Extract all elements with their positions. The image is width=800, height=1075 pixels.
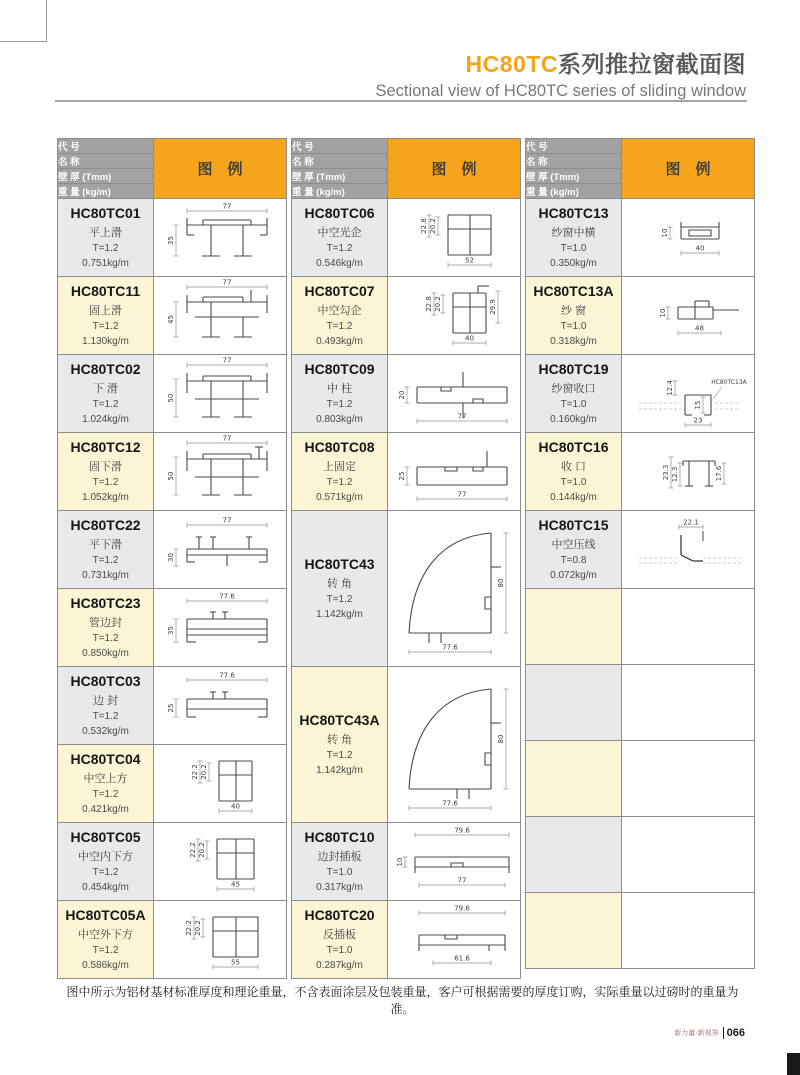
table-group-1 <box>57 138 287 979</box>
profile-label-cell <box>526 893 622 969</box>
profile-diagram-cell <box>388 277 521 355</box>
profile-label-cell <box>526 355 622 433</box>
profile-label-cell <box>58 199 154 277</box>
profile-name: 中空上方 <box>83 773 128 785</box>
profile-diagram-svg <box>389 667 520 817</box>
svg-text:10: 10 <box>660 228 669 238</box>
profile-name: 下 滑 <box>92 383 119 395</box>
profile-code: HC80TC12 <box>70 439 141 455</box>
svg-text:20.2: 20.2 <box>193 920 202 936</box>
profile-code: HC80TC19 <box>538 361 609 377</box>
svg-text:77: 77 <box>222 434 231 443</box>
profile-name: 边 封 <box>92 695 119 707</box>
profile-diagram-svg <box>389 355 520 427</box>
table-row <box>58 589 287 667</box>
table-row <box>58 355 287 433</box>
table-row <box>526 199 755 277</box>
profile-label-cell <box>526 199 622 277</box>
profile-weight: 0.144kg/m <box>550 492 597 503</box>
profile-thickness: T=1.2 <box>326 321 353 332</box>
profile-thickness: T=1.0 <box>326 867 353 878</box>
profile-label-cell <box>526 277 622 355</box>
profile-label-cell <box>292 433 388 511</box>
table-row <box>292 433 521 511</box>
svg-text:22.8: 22.8 <box>419 218 428 234</box>
profile-name: 中 柱 <box>326 383 353 395</box>
profile-name: 上固定 <box>323 461 356 473</box>
page-header <box>376 46 747 101</box>
title-series-code: HC80TC <box>465 51 558 77</box>
page-title <box>376 46 747 79</box>
profile-diagram-svg <box>155 511 286 583</box>
profile-diagram-cell <box>388 199 521 277</box>
profile-label-cell <box>292 199 388 277</box>
table-row <box>58 667 287 745</box>
svg-text:10: 10 <box>658 308 667 318</box>
profile-diagram-cell <box>154 277 287 355</box>
profile-code: HC80TC11 <box>70 283 141 299</box>
profile-code: HC80TC09 <box>304 361 375 377</box>
table-row <box>526 893 755 969</box>
column-header-3: 重 量 (kg/m) <box>292 184 388 199</box>
svg-text:20: 20 <box>397 390 406 400</box>
profile-diagram-cell <box>622 817 755 893</box>
svg-text:23.3: 23.3 <box>661 464 670 481</box>
table-row <box>58 823 287 901</box>
page-footer <box>674 1027 745 1039</box>
table-group-3 <box>525 138 755 979</box>
profile-diagram-cell <box>154 433 287 511</box>
profile-diagram-svg <box>155 277 286 349</box>
svg-text:10: 10 <box>395 857 404 867</box>
profile-code: HC80TC04 <box>70 751 141 767</box>
profile-weight: 0.751kg/m <box>82 258 129 269</box>
profile-diagram-cell <box>154 823 287 901</box>
svg-text:50: 50 <box>166 393 175 403</box>
profile-name: 纱窗收口 <box>551 383 596 395</box>
profile-diagram-cell <box>622 893 755 969</box>
profile-weight: 0.318kg/m <box>550 336 597 347</box>
svg-text:77: 77 <box>222 356 231 365</box>
profile-name: 平上滑 <box>89 227 122 239</box>
footer-brand: 新力量·新视界 <box>674 1030 719 1038</box>
profile-diagram-cell <box>154 199 287 277</box>
svg-text:50: 50 <box>166 471 175 481</box>
svg-text:77: 77 <box>457 412 466 421</box>
profile-weight: 1.142kg/m <box>316 609 363 620</box>
profile-thickness: T=1.2 <box>92 243 119 254</box>
svg-text:30: 30 <box>166 553 175 562</box>
profile-code: HC80TC15 <box>538 517 609 533</box>
profile-thickness: T=1.0 <box>560 243 587 254</box>
svg-text:45: 45 <box>230 880 240 889</box>
profile-label-cell <box>58 277 154 355</box>
profile-thickness: T=1.0 <box>560 321 587 332</box>
profile-diagram-cell <box>154 901 287 979</box>
profile-label-cell <box>58 823 154 901</box>
profile-weight: 0.586kg/m <box>82 960 129 971</box>
profile-name: 中空勾企 <box>317 305 362 317</box>
svg-text:40: 40 <box>230 802 240 811</box>
profile-diagram-cell <box>388 433 521 511</box>
profile-code: HC80TC43 <box>304 556 375 572</box>
profile-label-cell <box>58 433 154 511</box>
profile-diagram-cell <box>622 277 755 355</box>
table-row <box>58 433 287 511</box>
svg-text:80: 80 <box>496 734 505 744</box>
profile-code: HC80TC20 <box>304 907 375 923</box>
svg-text:25: 25 <box>397 471 406 481</box>
legend-header: 图 例 <box>154 139 287 199</box>
svg-text:23: 23 <box>693 416 702 425</box>
profile-label-cell <box>526 433 622 511</box>
svg-text:12.4: 12.4 <box>665 380 674 396</box>
column-header-2: 壁 厚 (Tmm) <box>292 169 388 184</box>
profile-diagram-cell <box>622 589 755 665</box>
svg-text:22.2: 22.2 <box>190 764 199 780</box>
table-row <box>526 817 755 893</box>
column-header-0: 代 号 <box>292 139 388 154</box>
column-header-3: 重 量 (kg/m) <box>58 184 154 199</box>
profile-thickness: T=1.0 <box>560 477 587 488</box>
svg-text:29.9: 29.9 <box>488 299 497 315</box>
table-row <box>292 823 521 901</box>
profile-diagram-svg <box>155 667 286 739</box>
profile-diagram-svg <box>623 355 754 427</box>
profile-label-cell <box>292 901 388 979</box>
profile-diagram-cell <box>622 433 755 511</box>
svg-text:77: 77 <box>457 876 466 885</box>
svg-text:52: 52 <box>464 256 474 265</box>
page-corner-mark <box>0 0 47 42</box>
profile-diagram-cell <box>154 667 287 745</box>
svg-text:45: 45 <box>166 315 175 324</box>
profile-label-cell <box>526 511 622 589</box>
profile-label-cell <box>58 511 154 589</box>
profile-diagram-svg <box>389 901 520 973</box>
profile-weight: 1.142kg/m <box>316 765 363 776</box>
svg-text:77: 77 <box>457 490 466 499</box>
table-row <box>526 589 755 665</box>
profile-table <box>525 138 755 969</box>
profile-thickness: T=1.2 <box>92 477 119 488</box>
profile-thickness: T=1.2 <box>326 477 353 488</box>
profile-thickness: T=1.2 <box>326 243 353 254</box>
profile-diagram-svg <box>155 901 286 973</box>
profile-thickness: T=1.2 <box>92 945 119 956</box>
profile-name: 转 角 <box>326 578 353 590</box>
profile-label-cell <box>58 355 154 433</box>
svg-text:22.2: 22.2 <box>188 842 197 858</box>
profile-weight: 0.493kg/m <box>316 336 363 347</box>
profile-thickness: T=1.2 <box>92 555 119 566</box>
profile-diagram-cell <box>388 667 521 823</box>
table-row <box>526 511 755 589</box>
svg-text:48: 48 <box>694 324 704 333</box>
profile-weight: 0.072kg/m <box>550 570 597 581</box>
profile-diagram-svg <box>155 823 286 895</box>
column-header-2: 壁 厚 (Tmm) <box>58 169 154 184</box>
profile-label-cell <box>526 741 622 817</box>
profile-label-cell <box>292 667 388 823</box>
profile-code: HC80TC10 <box>304 829 375 845</box>
svg-text:HC80TC13A: HC80TC13A <box>710 379 747 386</box>
profile-code: HC80TC13A <box>533 283 614 299</box>
profile-name: 中空压线 <box>551 539 596 551</box>
profile-code: HC80TC02 <box>70 361 141 377</box>
profile-weight: 1.024kg/m <box>82 414 129 425</box>
profile-code: HC80TC01 <box>70 205 141 221</box>
table-row <box>58 199 287 277</box>
table-row <box>292 277 521 355</box>
profile-weight: 0.287kg/m <box>316 960 363 971</box>
profile-name: 平下滑 <box>89 539 122 551</box>
svg-text:20.2: 20.2 <box>433 296 442 312</box>
profile-weight: 0.731kg/m <box>82 570 129 581</box>
profile-label-cell <box>526 589 622 665</box>
profile-diagram-cell <box>154 355 287 433</box>
profile-diagram-cell <box>622 665 755 741</box>
column-header-1: 名 称 <box>526 154 622 169</box>
svg-text:22.2: 22.2 <box>184 920 193 936</box>
column-header-2: 壁 厚 (Tmm) <box>526 169 622 184</box>
profile-diagram-cell <box>622 511 755 589</box>
profile-table <box>57 138 287 979</box>
profile-name: 收 口 <box>560 461 587 473</box>
profile-name: 管边封 <box>89 617 122 629</box>
profile-weight: 1.052kg/m <box>82 492 129 503</box>
table-row <box>526 355 755 433</box>
table-row <box>292 667 521 745</box>
svg-text:35: 35 <box>166 236 175 245</box>
svg-text:77.6: 77.6 <box>441 799 458 808</box>
svg-text:79.6: 79.6 <box>453 904 470 913</box>
profile-diagram-svg <box>155 355 286 427</box>
profile-weight: 0.160kg/m <box>550 414 597 425</box>
svg-text:77.6: 77.6 <box>441 643 458 652</box>
profile-label-cell <box>292 823 388 901</box>
profile-diagram-svg <box>389 199 520 271</box>
profile-code: HC80TC23 <box>70 595 141 611</box>
svg-text:22.8: 22.8 <box>424 296 433 312</box>
profile-code: HC80TC03 <box>70 673 141 689</box>
profile-weight: 1.130kg/m <box>82 336 129 347</box>
profile-diagram-svg <box>623 277 754 349</box>
profile-name: 纱窗中横 <box>551 227 596 239</box>
profile-diagram-svg <box>389 511 520 661</box>
profile-name: 固上滑 <box>89 305 122 317</box>
table-group-2 <box>291 138 521 979</box>
profile-thickness: T=0.8 <box>560 555 587 566</box>
table-row <box>58 277 287 355</box>
table-row <box>292 355 521 433</box>
profile-weight: 0.532kg/m <box>82 726 129 737</box>
profile-weight: 0.546kg/m <box>316 258 363 269</box>
profile-diagram-svg <box>389 277 520 349</box>
svg-text:15: 15 <box>693 400 702 410</box>
profile-diagram-svg <box>623 511 754 583</box>
profile-code: HC80TC43A <box>299 712 380 728</box>
svg-text:77: 77 <box>222 516 231 525</box>
profile-code: HC80TC22 <box>70 517 141 533</box>
svg-text:40: 40 <box>464 334 474 343</box>
column-header-1: 名 称 <box>292 154 388 169</box>
header-rule <box>55 100 747 102</box>
profile-code: HC80TC08 <box>304 439 375 455</box>
table-row <box>526 277 755 355</box>
svg-text:55: 55 <box>230 958 240 967</box>
svg-text:77.6: 77.6 <box>218 592 235 601</box>
profile-thickness: T=1.2 <box>92 321 119 332</box>
profile-diagram-cell <box>154 745 287 823</box>
profile-label-cell <box>526 665 622 741</box>
profile-diagram-svg <box>155 199 286 271</box>
profile-weight: 0.454kg/m <box>82 882 129 893</box>
svg-text:61.6: 61.6 <box>453 954 470 963</box>
table-row <box>292 511 521 589</box>
profile-code: HC80TC13 <box>538 205 609 221</box>
table-row <box>58 511 287 589</box>
svg-text:79.6: 79.6 <box>453 826 470 835</box>
table-row <box>526 741 755 817</box>
profile-name: 中空光企 <box>317 227 362 239</box>
profile-table-container <box>57 138 755 979</box>
profile-diagram-cell <box>388 511 521 667</box>
page-subtitle: Sectional view of HC80TC series of sliding window <box>375 82 746 100</box>
profile-diagram-svg <box>623 199 754 271</box>
svg-text:40: 40 <box>695 244 704 253</box>
profile-diagram-cell <box>388 355 521 433</box>
column-header-3: 重 量 (kg/m) <box>526 184 622 199</box>
profile-diagram-cell <box>388 823 521 901</box>
profile-name: 反插板 <box>323 929 356 941</box>
footnote: 图中所示为铝材基材标准厚度和理论重量，不含表面涂层及包装重量，客户可根据需要的厚度订购，实际重量以过磅时的重量为准。 <box>66 985 739 1016</box>
profile-thickness: T=1.2 <box>326 399 353 410</box>
svg-text:25: 25 <box>166 703 175 713</box>
profile-weight: 0.571kg/m <box>316 492 363 503</box>
legend-header: 图 例 <box>622 139 755 199</box>
profile-thickness: T=1.2 <box>92 867 119 878</box>
profile-label-cell <box>292 277 388 355</box>
profile-diagram-cell <box>154 511 287 589</box>
profile-diagram-svg <box>623 433 754 505</box>
svg-text:77.6: 77.6 <box>218 671 235 680</box>
profile-thickness: T=1.2 <box>326 594 353 605</box>
profile-name: 转 角 <box>326 734 353 746</box>
profile-thickness: T=1.2 <box>92 789 119 800</box>
profile-thickness: T=1.2 <box>326 750 353 761</box>
profile-diagram-cell <box>622 355 755 433</box>
profile-name: 纱 窗 <box>560 305 587 317</box>
profile-diagram-svg <box>155 745 286 817</box>
profile-thickness: T=1.2 <box>92 711 119 722</box>
profile-label-cell <box>58 901 154 979</box>
profile-weight: 0.350kg/m <box>550 258 597 269</box>
profile-name: 固下滑 <box>89 461 122 473</box>
profile-code: HC80TC05 <box>70 829 141 845</box>
column-header-0: 代 号 <box>526 139 622 154</box>
profile-label-cell <box>58 745 154 823</box>
profile-weight: 0.803kg/m <box>316 414 363 425</box>
page-number: 066 <box>723 1027 745 1039</box>
profile-label-cell <box>526 817 622 893</box>
svg-text:20.2: 20.2 <box>197 842 206 858</box>
svg-text:35: 35 <box>166 626 175 635</box>
profile-code: HC80TC07 <box>304 283 375 299</box>
profile-label-cell <box>292 511 388 667</box>
profile-weight: 0.421kg/m <box>82 804 129 815</box>
profile-code: HC80TC16 <box>538 439 609 455</box>
profile-diagram-svg <box>155 589 286 661</box>
table-row <box>58 901 287 979</box>
profile-diagram-svg <box>389 823 520 895</box>
column-header-1: 名 称 <box>58 154 154 169</box>
profile-name: 边封插板 <box>317 851 362 863</box>
svg-text:17.6: 17.6 <box>714 465 723 482</box>
profile-diagram-cell <box>622 741 755 817</box>
profile-weight: 0.317kg/m <box>316 882 363 893</box>
profile-diagram-svg <box>155 433 286 505</box>
table-row <box>292 901 521 979</box>
svg-text:22.1: 22.1 <box>682 518 699 527</box>
svg-text:77: 77 <box>222 278 231 287</box>
profile-diagram-cell <box>388 901 521 979</box>
profile-diagram-cell <box>622 199 755 277</box>
svg-text:80: 80 <box>496 578 505 588</box>
profile-thickness: T=1.0 <box>326 945 353 956</box>
table-row <box>58 745 287 823</box>
profile-label-cell <box>58 589 154 667</box>
profile-name: 中空外下方 <box>78 929 133 941</box>
svg-text:77: 77 <box>222 202 231 211</box>
table-row <box>526 433 755 511</box>
table-row <box>292 199 521 277</box>
svg-text:20.2: 20.2 <box>428 218 437 234</box>
profile-label-cell <box>58 667 154 745</box>
profile-name: 中空内下方 <box>78 851 133 863</box>
profile-thickness: T=1.2 <box>92 633 119 644</box>
profile-label-cell <box>292 355 388 433</box>
profile-weight: 0.850kg/m <box>82 648 129 659</box>
svg-text:12.3: 12.3 <box>670 466 679 483</box>
page-edge-tab <box>787 1053 800 1075</box>
legend-header: 图 例 <box>388 139 521 199</box>
profile-thickness: T=1.2 <box>92 399 119 410</box>
column-header-0: 代 号 <box>58 139 154 154</box>
profile-diagram-svg <box>389 433 520 505</box>
table-row <box>526 665 755 741</box>
title-rest: 系列推拉窗截面图 <box>558 51 746 77</box>
svg-text:20.2: 20.2 <box>199 764 208 780</box>
profile-thickness: T=1.0 <box>560 399 587 410</box>
profile-code: HC80TC06 <box>304 205 375 221</box>
profile-diagram-cell <box>154 589 287 667</box>
profile-table <box>291 138 521 979</box>
profile-code: HC80TC05A <box>65 907 146 923</box>
